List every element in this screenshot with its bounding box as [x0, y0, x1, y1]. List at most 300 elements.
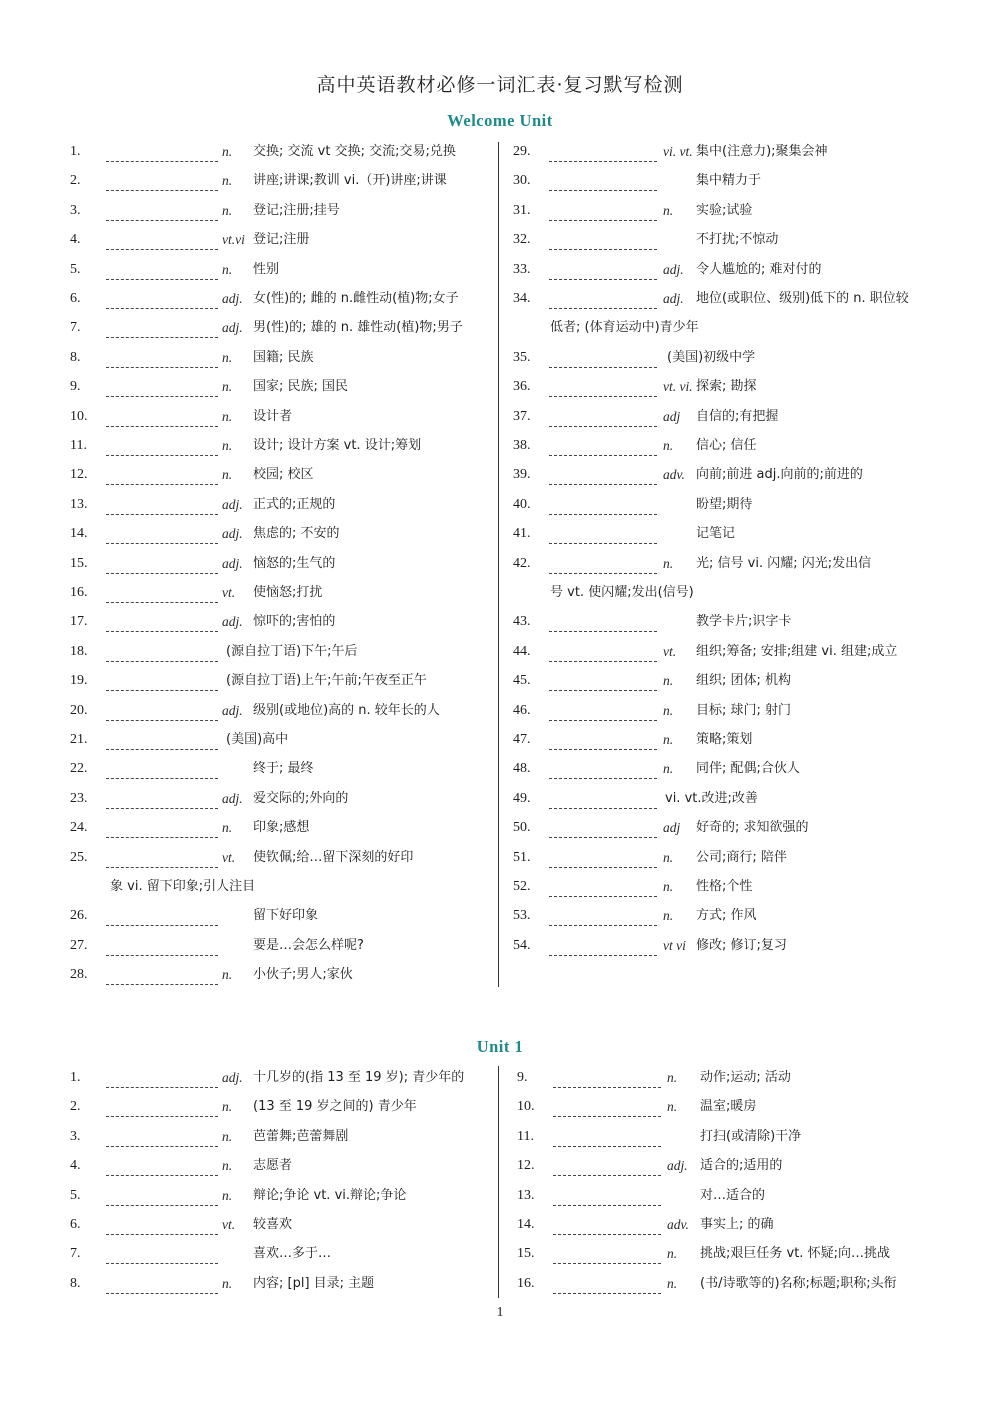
vocab-entry — [517, 1243, 947, 1265]
vocab-entry — [70, 1126, 490, 1148]
entry-number: 5. — [70, 1187, 81, 1203]
answer-blank[interactable] — [549, 170, 657, 191]
definition: 实验;试验 — [696, 202, 753, 218]
vocab-entry — [70, 1243, 490, 1265]
entry-number: 52. — [513, 879, 531, 894]
definition: 集中精力于 — [696, 173, 762, 189]
definition: 芭蕾舞;芭蕾舞剧 — [253, 1128, 349, 1144]
answer-blank[interactable] — [106, 700, 218, 721]
entry-number: 35. — [513, 349, 531, 365]
definition: 适合的;适用的 — [700, 1158, 783, 1174]
answer-blank[interactable] — [549, 876, 657, 897]
vocab-entry — [513, 700, 943, 722]
entry-number: 30. — [513, 173, 531, 189]
answer-blank[interactable] — [106, 582, 218, 603]
definition: 盼望;期待 — [696, 496, 753, 512]
definition: 令人尴尬的; 难对付的 — [696, 261, 822, 277]
answer-blank[interactable] — [106, 141, 218, 162]
entry-number: 54. — [513, 937, 531, 953]
part-of-speech: adj. — [222, 614, 243, 630]
answer-blank[interactable] — [553, 1243, 661, 1264]
part-of-speech: n. — [663, 673, 674, 689]
vocab-entry — [517, 1214, 947, 1236]
entry-number: 37. — [513, 408, 531, 424]
answer-blank[interactable] — [106, 435, 218, 456]
part-of-speech: adv. — [663, 467, 685, 483]
entry-number: 40. — [513, 496, 531, 512]
page-number: 1 — [496, 1305, 504, 1320]
answer-blank[interactable] — [106, 788, 218, 809]
vocab-entry — [513, 729, 943, 751]
definition: 同伴; 配偶;合伙人 — [696, 761, 800, 777]
vocab-entry — [70, 670, 490, 692]
entry-number: 21. — [70, 732, 88, 747]
entry-number: 8. — [70, 1275, 81, 1291]
vocab-entry — [513, 141, 943, 163]
entry-number: 25. — [70, 849, 88, 865]
definition: 光; 信号 vi. 闪耀; 闪光;发出信 — [696, 555, 872, 571]
vocab-entry — [513, 817, 943, 839]
vocab-entry — [513, 288, 943, 310]
answer-blank[interactable] — [549, 464, 657, 485]
entry-number: 15. — [517, 1246, 535, 1262]
answer-blank[interactable] — [549, 700, 657, 721]
definition: 公司;商行; 陪伴 — [696, 849, 787, 865]
vocab-entry — [513, 170, 943, 192]
answer-blank[interactable] — [549, 905, 657, 926]
vocab-entry — [70, 847, 490, 869]
definition: 性格;个性 — [696, 879, 753, 894]
definition: 好奇的; 求知欲强的 — [696, 820, 809, 836]
definition: 印象;感想 — [253, 820, 310, 836]
entry-number: 45. — [513, 673, 531, 689]
definition: 温室;暖房 — [700, 1099, 757, 1115]
answer-blank[interactable] — [106, 964, 218, 985]
vocab-entry — [70, 317, 490, 339]
answer-blank[interactable] — [106, 847, 218, 868]
entry-number: 24. — [70, 820, 88, 836]
part-of-speech: vt. — [663, 643, 677, 659]
part-of-speech: n. — [222, 967, 233, 983]
vocab-entry — [513, 935, 943, 957]
vocab-entry — [513, 847, 943, 869]
entry-number: 8. — [70, 349, 81, 365]
answer-blank[interactable] — [549, 523, 657, 544]
definition: 内容; [pl] 目录; 主题 — [253, 1275, 375, 1291]
entry-number: 27. — [70, 937, 88, 953]
entry-number: 39. — [513, 467, 531, 483]
definition: 校园; 校区 — [253, 467, 314, 483]
definition: 喜欢…多于… — [253, 1246, 332, 1262]
definition: 组织;筹备; 安排;组建 vi. 组建;成立 — [696, 643, 898, 659]
answer-blank[interactable] — [549, 729, 657, 750]
part-of-speech: adj. — [222, 526, 243, 542]
vocab-entry — [70, 553, 490, 575]
vocab-entry — [517, 1096, 947, 1118]
definition: 惊吓的;害怕的 — [253, 614, 336, 630]
column-divider — [498, 1066, 499, 1298]
vocab-entry — [513, 788, 943, 810]
answer-blank[interactable] — [549, 376, 657, 397]
entry-number: 29. — [513, 144, 531, 159]
vocab-entry — [70, 200, 490, 222]
answer-blank[interactable] — [106, 259, 218, 280]
vocab-entry — [513, 641, 943, 663]
answer-blank[interactable] — [106, 1214, 218, 1235]
answer-blank[interactable] — [549, 847, 657, 868]
vocab-entry — [517, 1067, 947, 1089]
entry-number: 4. — [70, 232, 81, 248]
answer-blank[interactable] — [553, 1096, 661, 1117]
entry-number: 7. — [70, 1246, 81, 1262]
definition: 焦虑的; 不安的 — [253, 526, 340, 542]
part-of-speech: n. — [222, 202, 233, 218]
vocab-entry — [513, 670, 943, 692]
vocab-entry — [517, 1185, 947, 1207]
part-of-speech: adj. — [222, 291, 243, 306]
definition: 不打扰;不惊动 — [696, 232, 779, 248]
entry-number: 3. — [70, 202, 81, 218]
part-of-speech: n. — [222, 438, 233, 453]
part-of-speech: n. — [222, 349, 233, 365]
answer-blank[interactable] — [106, 1126, 218, 1147]
definition: 策略;策划 — [696, 732, 753, 747]
part-of-speech: adj. — [222, 496, 243, 512]
definition: 对…适合的 — [700, 1187, 766, 1203]
vocab-entry — [517, 1155, 947, 1177]
definition: 女(性)的; 雌的 n.雌性动(植)物;女子 — [253, 291, 459, 306]
vocab-entry — [70, 494, 490, 516]
answer-blank[interactable] — [106, 406, 218, 427]
vocab-entry — [70, 817, 490, 839]
answer-blank[interactable] — [106, 905, 218, 926]
vocab-entry — [70, 464, 490, 486]
answer-blank[interactable] — [106, 494, 218, 515]
definition: 留下好印象 — [253, 908, 319, 924]
entry-number: 6. — [70, 291, 81, 306]
definition: 性别 — [253, 261, 280, 277]
vocab-entry — [513, 494, 943, 516]
answer-blank[interactable] — [106, 200, 218, 221]
answer-blank[interactable] — [549, 611, 657, 632]
entry-number: 22. — [70, 761, 88, 777]
entry-number: 2. — [70, 173, 81, 189]
answer-blank[interactable] — [106, 347, 218, 368]
vocab-entry — [513, 758, 943, 780]
entry-number: 17. — [70, 614, 88, 630]
part-of-speech: n. — [663, 849, 674, 865]
part-of-speech: n. — [667, 1246, 678, 1262]
entry-number: 13. — [517, 1187, 535, 1203]
unit-heading-welcome: Welcome Unit — [447, 111, 553, 130]
entry-number: 4. — [70, 1158, 81, 1174]
answer-blank[interactable] — [106, 1067, 218, 1088]
entry-number: 12. — [70, 467, 88, 483]
answer-blank[interactable] — [549, 435, 657, 456]
part-of-speech: vt. — [222, 849, 236, 865]
definition: 正式的;正规的 — [253, 496, 336, 512]
answer-blank[interactable] — [553, 1185, 661, 1206]
definition: (美国)初级中学 — [667, 349, 756, 365]
entry-number: 19. — [70, 673, 88, 689]
answer-blank[interactable] — [106, 758, 218, 779]
vocab-entry — [70, 788, 490, 810]
answer-blank[interactable] — [549, 200, 657, 221]
part-of-speech: n. — [222, 379, 233, 395]
answer-blank[interactable] — [106, 1096, 218, 1117]
vocab-entry — [70, 758, 490, 780]
definition: 修改; 修订;复习 — [696, 937, 787, 953]
vocab-entry — [513, 435, 943, 457]
vocab-entry — [70, 964, 490, 986]
vocab-entry — [70, 523, 490, 545]
part-of-speech: n. — [222, 1158, 233, 1174]
definition: 登记;注册 — [253, 232, 310, 248]
definition: 交换; 交流 vt 交换; 交流;交易;兑换 — [253, 144, 456, 159]
definition: 目标; 球门; 射门 — [696, 702, 792, 718]
entry-number: 28. — [70, 967, 88, 983]
vocab-entry — [70, 729, 490, 751]
answer-blank[interactable] — [549, 406, 657, 427]
definition: (美国)高中 — [226, 732, 289, 747]
vocab-entry — [70, 582, 490, 604]
definition: 教学卡片;识字卡 — [696, 614, 792, 630]
answer-blank[interactable] — [106, 935, 218, 956]
part-of-speech: n. — [663, 202, 674, 218]
part-of-speech: adj — [663, 820, 681, 836]
answer-blank[interactable] — [106, 523, 218, 544]
vocab-entry — [513, 876, 943, 898]
vocab-entry — [70, 406, 490, 428]
answer-blank[interactable] — [549, 494, 657, 515]
answer-blank[interactable] — [106, 464, 218, 485]
part-of-speech: vt. — [222, 585, 236, 600]
entry-number: 50. — [513, 820, 531, 836]
answer-blank[interactable] — [106, 553, 218, 574]
entry-number: 41. — [513, 526, 531, 542]
vocab-entry — [70, 170, 490, 192]
definition: 向前;前进 adj.向前的;前进的 — [696, 467, 863, 483]
answer-blank[interactable] — [549, 817, 657, 838]
part-of-speech: adj. — [222, 1070, 243, 1085]
answer-blank[interactable] — [549, 259, 657, 280]
definition: 挑战;艰巨任务 vt. 怀疑;向…挑战 — [700, 1246, 890, 1262]
vocab-entry — [513, 406, 943, 428]
entry-number: 46. — [513, 702, 531, 718]
part-of-speech: n. — [663, 761, 674, 777]
definition: 设计; 设计方案 vt. 设计;筹划 — [253, 438, 422, 453]
vocab-entry — [70, 347, 490, 369]
entry-number: 43. — [513, 614, 531, 630]
definition: vi. vt.改进;改善 — [665, 790, 758, 806]
answer-blank[interactable] — [106, 611, 218, 632]
answer-blank[interactable] — [106, 317, 218, 338]
part-of-speech: n. — [222, 261, 233, 277]
definition: 恼怒的;生气的 — [253, 555, 336, 571]
answer-blank[interactable] — [106, 376, 218, 397]
definition: 地位(或职位、级别)低下的 n. 职位较 — [696, 291, 909, 306]
definition: 方式; 作风 — [696, 908, 757, 924]
answer-blank[interactable] — [553, 1214, 661, 1235]
definition: 国籍; 民族 — [253, 349, 314, 365]
part-of-speech: n. — [222, 1099, 233, 1115]
vocab-entry — [517, 1126, 947, 1148]
answer-blank[interactable] — [553, 1273, 661, 1294]
part-of-speech: adj. — [222, 555, 243, 571]
answer-blank[interactable] — [106, 229, 218, 250]
vocab-entry — [513, 229, 943, 251]
vocab-entry — [70, 141, 490, 163]
answer-blank[interactable] — [553, 1155, 661, 1176]
part-of-speech: adj. — [222, 320, 243, 336]
definition: (13 至 19 岁之间的) 青少年 — [253, 1099, 417, 1115]
entry-number: 36. — [513, 379, 531, 395]
part-of-speech: vt. — [222, 1217, 236, 1232]
part-of-speech: n. — [667, 1099, 678, 1115]
entry-number: 11. — [517, 1128, 534, 1144]
answer-blank[interactable] — [106, 670, 218, 691]
vocab-entry — [70, 935, 490, 957]
vocab-entry — [70, 1214, 490, 1236]
entry-number: 44. — [513, 643, 531, 659]
definition: 记笔记 — [696, 526, 736, 542]
answer-blank[interactable] — [106, 641, 218, 662]
definition-continued: 号 vt. 使闪耀;发出(信号) — [550, 585, 694, 600]
vocab-entry — [70, 229, 490, 251]
definition: 较喜欢 — [253, 1217, 293, 1232]
column-divider — [498, 142, 499, 987]
entry-number: 1. — [70, 144, 81, 159]
answer-blank[interactable] — [549, 935, 657, 956]
entry-number: 15. — [70, 555, 88, 571]
definition: 级别(或地位)高的 n. 较年长的人 — [253, 702, 440, 718]
entry-number: 34. — [513, 291, 531, 306]
entry-number: 49. — [513, 790, 531, 806]
part-of-speech: n. — [222, 467, 233, 483]
vocab-entry — [70, 905, 490, 927]
entry-number: 6. — [70, 1217, 81, 1232]
definition: 男(性)的; 雄的 n. 雄性动(植)物;男子 — [253, 320, 463, 336]
definition: 打扫(或清除)干净 — [700, 1128, 802, 1144]
entry-number: 11. — [70, 438, 87, 453]
entry-number: 16. — [70, 585, 88, 600]
entry-number: 10. — [517, 1099, 535, 1115]
vocab-entry — [70, 611, 490, 633]
part-of-speech: n. — [222, 144, 233, 159]
entry-number: 13. — [70, 496, 88, 512]
part-of-speech: vt.vi — [222, 232, 245, 248]
entry-number: 10. — [70, 408, 88, 424]
answer-blank[interactable] — [106, 1185, 218, 1206]
vocab-entry — [70, 376, 490, 398]
answer-blank[interactable] — [106, 1155, 218, 1176]
entry-number: 9. — [70, 379, 81, 395]
part-of-speech: n. — [222, 1128, 233, 1144]
part-of-speech: adj. — [222, 790, 243, 806]
answer-blank[interactable] — [549, 288, 657, 309]
entry-number: 12. — [517, 1158, 535, 1174]
part-of-speech: n. — [667, 1070, 678, 1085]
part-of-speech: n. — [663, 879, 674, 894]
vocab-entry — [70, 1273, 490, 1295]
vocab-entry — [513, 200, 943, 222]
vocab-entry — [70, 1155, 490, 1177]
entry-number: 47. — [513, 732, 531, 747]
answer-blank[interactable] — [549, 229, 657, 250]
entry-number: 33. — [513, 261, 531, 277]
part-of-speech: n. — [222, 173, 233, 189]
entry-number: 38. — [513, 438, 531, 453]
part-of-speech: adj. — [663, 291, 684, 306]
entry-number: 9. — [517, 1070, 528, 1085]
page-title: 高中英语教材必修一词汇表·复习默写检测 — [316, 74, 684, 96]
answer-blank[interactable] — [553, 1126, 661, 1147]
answer-blank[interactable] — [549, 141, 657, 162]
answer-blank[interactable] — [549, 553, 657, 574]
answer-blank[interactable] — [553, 1067, 661, 1088]
definition: 组织; 团体; 机构 — [696, 673, 792, 689]
definition-continued: 低者; (体育运动中)青少年 — [550, 320, 699, 336]
vocab-entry — [513, 611, 943, 633]
definition: 使钦佩;给…留下深刻的好印 — [253, 849, 414, 865]
definition: 探索; 勘探 — [696, 379, 757, 395]
definition: 集中(注意力);聚集会神 — [696, 144, 828, 159]
vocab-entry — [70, 1096, 490, 1118]
part-of-speech: n. — [222, 1187, 233, 1203]
definition: 信心; 信任 — [696, 438, 757, 453]
part-of-speech: n. — [222, 1275, 233, 1291]
part-of-speech: vt. vi. — [663, 379, 693, 395]
answer-blank[interactable] — [106, 288, 218, 309]
answer-blank[interactable] — [549, 758, 657, 779]
vocab-entry — [513, 376, 943, 398]
definition: 使恼怒;打扰 — [253, 585, 323, 600]
definition: (源自拉丁语)上午;午前;午夜至正午 — [226, 673, 427, 689]
vocab-entry — [70, 435, 490, 457]
part-of-speech: vt vi — [663, 937, 686, 953]
entry-number: 5. — [70, 261, 81, 277]
definition: 志愿者 — [253, 1158, 293, 1174]
answer-blank[interactable] — [549, 670, 657, 691]
entry-number: 7. — [70, 320, 81, 336]
entry-number: 23. — [70, 790, 88, 806]
answer-blank[interactable] — [549, 347, 657, 368]
answer-blank[interactable] — [549, 641, 657, 662]
answer-blank[interactable] — [106, 817, 218, 838]
answer-blank[interactable] — [106, 1243, 218, 1264]
definition: 登记;注册;挂号 — [253, 202, 340, 218]
entry-number: 2. — [70, 1099, 81, 1115]
entry-number: 16. — [517, 1275, 535, 1291]
definition: 设计者 — [253, 408, 293, 424]
part-of-speech: vi. vt. — [663, 144, 693, 159]
vocab-entry — [70, 641, 490, 663]
definition: 小伙子;男人;家伙 — [253, 967, 353, 983]
definition: 爱交际的;外向的 — [253, 790, 349, 806]
answer-blank[interactable] — [106, 170, 218, 191]
part-of-speech: n. — [663, 908, 674, 924]
vocab-entry — [513, 464, 943, 486]
answer-blank[interactable] — [106, 1273, 218, 1294]
answer-blank[interactable] — [106, 729, 218, 750]
answer-blank[interactable] — [549, 788, 657, 809]
vocab-entry — [70, 288, 490, 310]
definition: 国家; 民族; 国民 — [253, 379, 349, 395]
part-of-speech: adj. — [222, 702, 243, 718]
vocab-entry — [513, 553, 943, 575]
entry-number: 26. — [70, 908, 88, 924]
entry-number: 48. — [513, 761, 531, 777]
